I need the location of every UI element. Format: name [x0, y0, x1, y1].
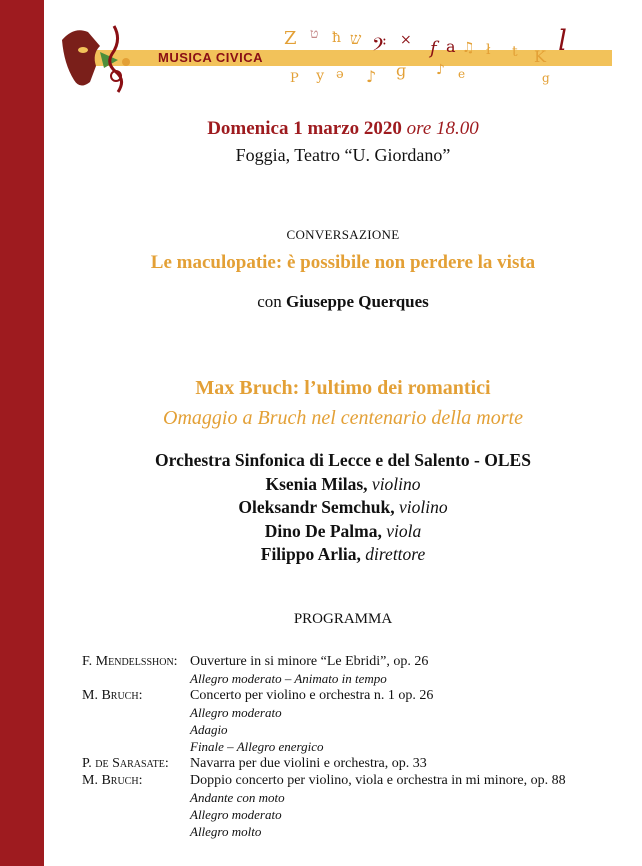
program-item — [82, 653, 566, 670]
svg-text:𝄢: 𝄢 — [372, 35, 387, 60]
svg-text:g: g — [542, 71, 550, 85]
performer-role: violino — [399, 497, 448, 517]
conversation-title: Le maculopatie: è possibile non perdere la vista — [150, 252, 536, 273]
musical-notes-icon — [280, 14, 610, 94]
program-piece: Doppio concerto per violino, viola e orchestra in mi minore, op. 88 — [190, 773, 566, 788]
program-piece: Navarra per due violini e orchestra, op. 33 — [190, 756, 427, 771]
speaker-prefix: con — [257, 292, 282, 311]
brand-name: MUSICA CIVICA — [158, 50, 263, 65]
performer-name: Oleksandr Semchuk — [238, 497, 391, 517]
svg-text:×: × — [400, 32, 412, 48]
event-venue: Foggia, Teatro “U. Giordano” — [235, 145, 451, 165]
performer-row: Dino De Palma, viola — [264, 520, 422, 541]
musica-civica-logo-icon — [52, 20, 152, 105]
program-item — [82, 687, 566, 704]
svg-text:у: у — [316, 68, 325, 84]
performer-role: viola — [386, 520, 422, 541]
program-movement: Allegro moderato — [190, 705, 282, 720]
program-item — [82, 772, 566, 789]
performer-name: Dino De Palma — [264, 520, 378, 541]
program-movement: Finale – Allegro energico — [190, 739, 324, 754]
concert-title: Max Bruch: l’ultimo dei romantici — [195, 377, 491, 399]
speaker-name: Giuseppe Querques — [285, 292, 429, 311]
svg-text:♫: ♫ — [462, 40, 475, 56]
orchestra-name: Orchestra Sinfonica di Lecce e del Salento - OLES — [155, 450, 531, 470]
program-piece: Concerto per violino e orchestra n. 1 op. 26 — [190, 688, 434, 703]
svg-text:ט: ט — [310, 26, 319, 42]
program-movement: Allegro moderato – Animato in tempo — [190, 671, 387, 686]
performers-list — [44, 449, 642, 567]
program-movement: Allegro molto — [190, 824, 262, 839]
program-movement: Andante con moto — [190, 790, 285, 805]
program-item — [82, 755, 566, 772]
svg-text:ɡ: ɡ — [396, 61, 407, 80]
concert-subtitle: Omaggio a Bruch nel centenario della morte — [163, 407, 523, 429]
left-sidebar-bar — [0, 0, 44, 866]
program-composer: M. Bruch: — [82, 773, 143, 788]
svg-text:ש: ש — [350, 29, 362, 48]
svg-text:e: e — [458, 67, 466, 81]
svg-text:♪: ♪ — [436, 62, 445, 78]
performer-name: Ksenia Milas — [265, 473, 364, 494]
program-movement: Adagio — [190, 722, 228, 737]
performer-role: direttore — [365, 544, 426, 564]
svg-text:Ρ: Ρ — [290, 71, 299, 86]
svg-text:f: f — [430, 38, 437, 59]
program-composer: F. Mendelsshon: — [82, 654, 178, 669]
svg-text:♪: ♪ — [366, 67, 377, 86]
performer-row: Ksenia Milas, violino — [265, 473, 421, 494]
svg-text:t: t — [512, 44, 518, 60]
event-date: Domenica 1 marzo 2020 — [207, 118, 402, 139]
event-time: ore 18.00 — [406, 118, 479, 139]
svg-text:ħ: ħ — [332, 30, 342, 46]
performer-name: Filippo Arlia — [260, 544, 357, 564]
performer-role: violino — [371, 473, 421, 494]
svg-text:K: K — [534, 47, 546, 66]
svg-text:ǝ: ǝ — [336, 67, 344, 82]
event-date-line — [44, 118, 642, 140]
svg-text:Z: Z — [284, 28, 297, 49]
program-composer: M. Bruch: — [82, 688, 143, 703]
conversation-label: CONVERSAZIONE — [286, 227, 400, 242]
program-composer: P. de Sarasate: — [82, 756, 169, 771]
svg-text:l: l — [558, 24, 567, 57]
svg-text:a: a — [446, 37, 456, 56]
program-movement: Allegro moderato — [190, 807, 282, 822]
performer-row: Filippo Arlia, direttore — [260, 544, 426, 564]
program-list — [82, 653, 566, 840]
svg-text:ł: ł — [486, 42, 491, 58]
program-piece: Ouverture in si minore “Le Ebridi”, op. 26 — [190, 654, 429, 669]
conversation-speaker — [44, 292, 642, 312]
performer-row: Oleksandr Semchuk, violino — [238, 497, 448, 517]
header-banner — [44, 0, 642, 100]
program-label: PROGRAMMA — [293, 611, 393, 627]
